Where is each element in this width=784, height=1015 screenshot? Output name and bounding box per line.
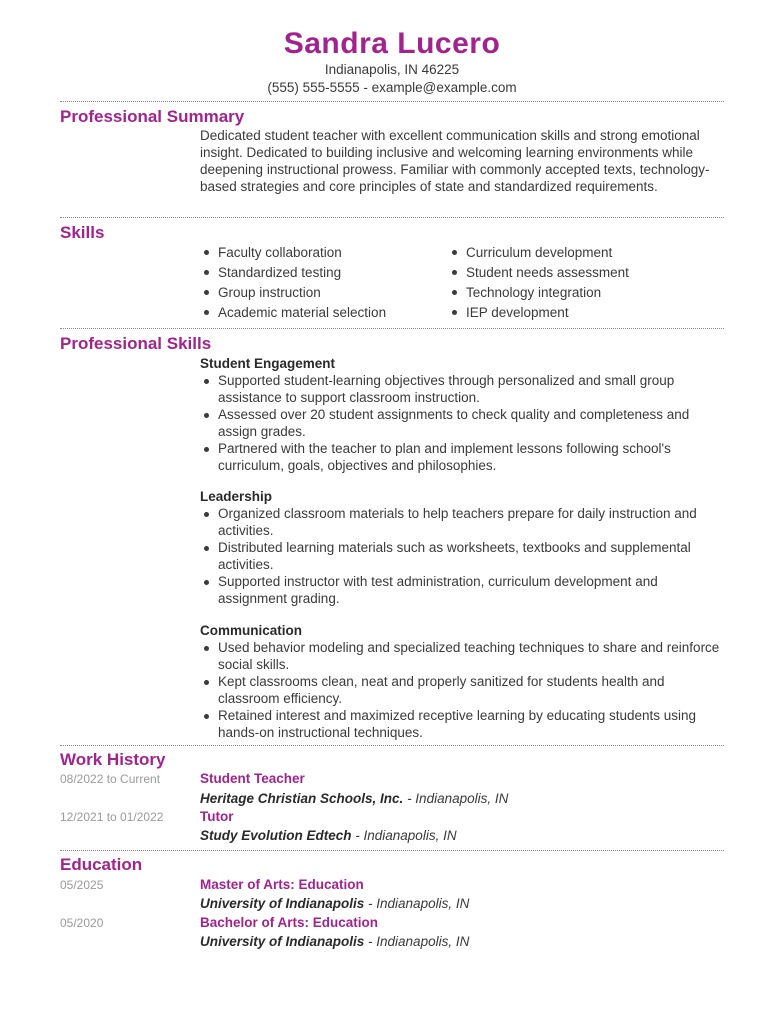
- section-divider: [60, 101, 724, 102]
- job-dates: 08/2022 to Current: [60, 772, 161, 786]
- job-employer: [200, 827, 457, 844]
- contact-line: (555) 555-5555 - example@example.com: [267, 80, 517, 95]
- education-institution: [200, 895, 469, 912]
- skill-item: Student needs assessment: [448, 263, 629, 283]
- skill-group-title: Communication: [200, 623, 303, 638]
- summary-text: Dedicated student teacher with excellent communication skills and strong emotional insight. Dedicated to building inclusive and welcoming learning environments while deepening instructional prowess. Familiar with commonly accepted texts, technology-based strategies and core principles of state and standardized requirements.: [200, 128, 710, 194]
- bullet-item: Assessed over 20 student assignments to check quality and completeness and assign grades.: [200, 406, 724, 440]
- degree-title: Master of Arts: Education: [200, 877, 364, 892]
- candidate-name: Sandra Lucero: [283, 27, 501, 60]
- institution-name: University of Indianapolis: [200, 896, 365, 911]
- job-dates: 12/2021 to 01/2022: [60, 810, 164, 824]
- skill-item: IEP development: [448, 303, 629, 323]
- skills-column-2: [448, 243, 629, 323]
- skill-group-title: Student Engagement: [200, 356, 336, 371]
- bullet-item: Distributed learning materials such as worksheets, textbooks and supplemental activities.: [200, 539, 724, 573]
- education-date: 05/2020: [60, 916, 104, 930]
- skills-column-1: [200, 243, 448, 323]
- resume-header: [0, 0, 784, 97]
- skill-item: Group instruction: [200, 283, 448, 303]
- bullet-item: Organized classroom materials to help teachers prepare for daily instruction and activities.: [200, 505, 724, 539]
- education-institution: [200, 933, 469, 950]
- skill-item: Standardized testing: [200, 263, 448, 283]
- skill-group-leadership: [200, 488, 724, 607]
- skill-group-bullets: [200, 372, 724, 474]
- section-divider: [60, 850, 724, 851]
- skill-group-title: Leadership: [200, 489, 273, 504]
- skills-heading: Skills: [60, 223, 105, 242]
- institution-name: University of Indianapolis: [200, 934, 365, 949]
- address: Indianapolis, IN 46225: [324, 62, 460, 77]
- employer-location: - Indianapolis, IN: [351, 828, 457, 843]
- skill-item: Curriculum development: [448, 243, 629, 263]
- education-heading: Education: [60, 855, 143, 874]
- bullet-item: Retained interest and maximized receptive learning by educating students using hands-on instructional techniques.: [200, 707, 724, 741]
- summary-heading: Professional Summary: [60, 107, 245, 126]
- skill-group-communication: [200, 622, 724, 741]
- section-divider: [60, 328, 724, 329]
- employer-location: - Indianapolis, IN: [403, 791, 509, 806]
- institution-location: - Indianapolis, IN: [364, 934, 470, 949]
- job-title: Tutor: [200, 809, 234, 824]
- institution-location: - Indianapolis, IN: [364, 896, 470, 911]
- skill-group-bullets: [200, 505, 724, 607]
- skill-group-bullets: [200, 639, 724, 741]
- bullet-item: Supported instructor with test administration, curriculum development and assignment grading.: [200, 573, 724, 607]
- skill-item: Technology integration: [448, 283, 629, 303]
- bullet-item: Supported student-learning objectives through personalized and small group assistance to support classroom instruction.: [200, 372, 724, 406]
- bullet-item: Used behavior modeling and specialized teaching techniques to share and reinforce social skills.: [200, 639, 724, 673]
- employer-name: Study Evolution Edtech: [200, 828, 352, 843]
- bullet-item: Partnered with the teacher to plan and implement lessons following school's curriculum, goals, objectives and philosophies.: [200, 440, 724, 474]
- skills-grid: [200, 243, 724, 323]
- job-employer: [200, 790, 508, 807]
- section-divider: [60, 217, 724, 218]
- bullet-item: Kept classrooms clean, neat and properly sanitized for students health and classroom efficiency.: [200, 673, 724, 707]
- skill-item: Faculty collaboration: [200, 243, 448, 263]
- employer-name: Heritage Christian Schools, Inc.: [200, 791, 404, 806]
- work-history-heading: Work History: [60, 750, 166, 769]
- education-date: 05/2025: [60, 878, 104, 892]
- section-divider: [60, 745, 724, 746]
- professional-skills-heading: Professional Skills: [60, 334, 212, 353]
- skill-item: Academic material selection: [200, 303, 448, 323]
- skill-group-engagement: [200, 355, 724, 474]
- degree-title: Bachelor of Arts: Education: [200, 915, 379, 930]
- job-title: Student Teacher: [200, 771, 305, 786]
